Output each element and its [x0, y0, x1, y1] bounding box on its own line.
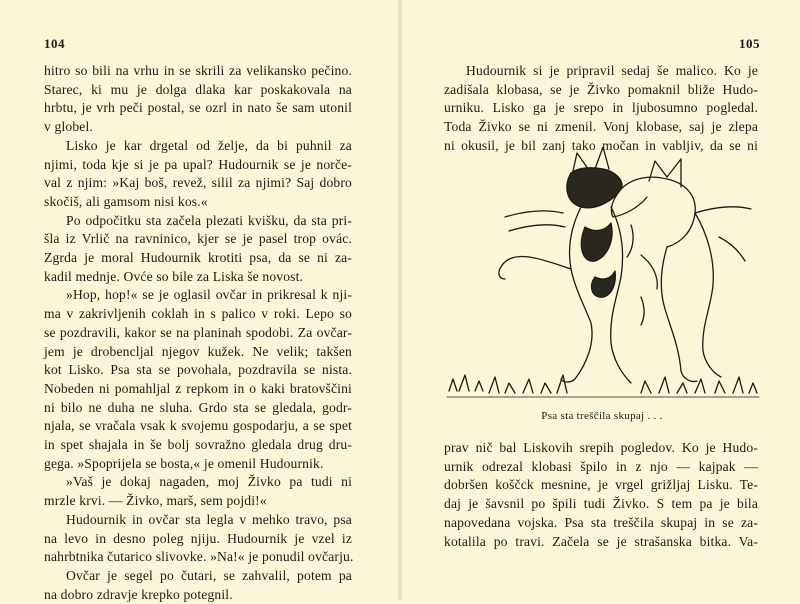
- text-line: na dobro zdravje krepko potegnil.: [44, 586, 233, 602]
- text-line: ni okusil, je bil zanj tako močan in vabljiv, da se ni: [444, 137, 758, 153]
- text-line: napovedana vojska. Psa sta treščila skupaj in se za-: [444, 514, 758, 530]
- text-line: na levo in desno poleg njiju. Hudournik je vzel iz: [44, 530, 352, 546]
- text-line: Starec, ki mu je dolga dlaka kar poskakovala na: [44, 81, 352, 97]
- text-line: v globel.: [44, 119, 93, 135]
- text-line: se pozdravili, kakor se na planinah spodobi. Za ovčar-: [44, 324, 352, 340]
- text-line: daj je šavsnil po špili tudi Živko. S tem pa je bila: [444, 496, 758, 512]
- text-line: ni bilo ne duha ne sluha. Grdo sta se gledala, godr-: [44, 399, 352, 415]
- text-line: Nobeden ni pomahljal z repkom in o kaki bratovščini: [44, 380, 352, 396]
- text-line: hrbtu, je vrh peči postal, se ozrl in nato še sam utonil: [44, 100, 352, 116]
- page-number-right: 105: [739, 36, 760, 51]
- text-line: šla iz Vrlič na ravninico, kjer se je pasel trop ovác.: [44, 231, 352, 247]
- text-line: kotalila po travi. Začela se je strašanska bitka. Va-: [444, 533, 758, 549]
- right-page-text-top: [444, 62, 758, 156]
- right-page: [400, 0, 800, 600]
- text-line: Toda Živko se ni zmenil. Vonj klobase, saj je zlepa: [444, 119, 758, 135]
- text-line: Po odpočitku sta začela plezati kvišku, da sta pri-: [66, 212, 352, 228]
- text-line: Zgrda je moral Hudournik krotiti psa, da se ni za-: [44, 250, 352, 266]
- text-line: Lisko je kar drgetal od želje, da bi puhnil za: [66, 137, 352, 153]
- left-page-text: [44, 62, 352, 604]
- text-line: in spet shajala in še bolj sovražno gledala drug dru-: [44, 437, 352, 453]
- left-page: [0, 0, 400, 600]
- text-line: »Vaš je dokaj nagaden, moj Živko pa tudi ni: [66, 474, 352, 490]
- text-line: kadil mednje. Ovće so bile za Liska še novost.: [44, 268, 304, 284]
- text-line: njimi, toda kje si je pa upal? Hudournik se je norče-: [44, 156, 352, 172]
- text-line: skočiš, ali gamsom nisi kos.«: [44, 193, 208, 209]
- text-line: zadišala klobasa, se je Živko pomaknil bliže Hudo-: [444, 81, 758, 97]
- illustration-caption: Psa sta treščila skupaj . . .: [541, 410, 663, 422]
- text-line: njala, se vračala vsak k svojemu gospodarju, a se spet: [44, 418, 352, 434]
- text-line: kot Lisko. Psa sta se povohala, pozdravila se nista.: [44, 362, 352, 378]
- text-line: prav nič bal Liskovih srepih pogledov. Ko je Hudo-: [444, 440, 758, 455]
- right-page-text-bottom: [444, 439, 758, 551]
- text-line: ma v zakrivljenih coklah in s palico v roki. Lepo so: [44, 306, 352, 322]
- text-line: Ovčar je segel po čutari, se zahvalil, potem pa: [66, 567, 352, 583]
- page-number-left: 104: [44, 36, 65, 51]
- text-line: urnik odrezal klobasi špilo in z njo — kajpak —: [444, 458, 758, 474]
- text-line: »Hop, hop!« se je oglasil ovčar in prikresal k nji-: [66, 287, 352, 303]
- text-line: nahrbtnika čutarico slivovke. »Na!« je ponudil ovčarju.: [44, 549, 354, 565]
- text-line: Hudournik si je pripravil sedaj še malico. Ko je: [466, 63, 758, 78]
- two-dogs-fighting-icon: [445, 147, 761, 399]
- text-line: hitro so bili na vrhu in se skrili za velikansko pečino.: [44, 63, 352, 78]
- text-line: gega. »Spoprijela se bosta,« je omenil Hudournik.: [44, 455, 324, 471]
- text-line: mrzle krvi. — Živko, marš, sem pojdi!«: [44, 493, 267, 509]
- text-line: Hudournik in ovčar sta legla v mehko travo, psa: [66, 511, 352, 527]
- text-line: val z njim: »Kaj boš, revež, silil za njimi? Saj dobro: [44, 175, 352, 191]
- text-line: jem je drobencljal njegov kužek. Ne velik; takšen: [44, 343, 352, 359]
- text-line: urniku. Lisko ga je srepo in ljubosumno pogledal.: [444, 100, 758, 116]
- text-line: dobršen koščck mesnine, je vrgel grižljaj Lisku. Te-: [444, 477, 758, 493]
